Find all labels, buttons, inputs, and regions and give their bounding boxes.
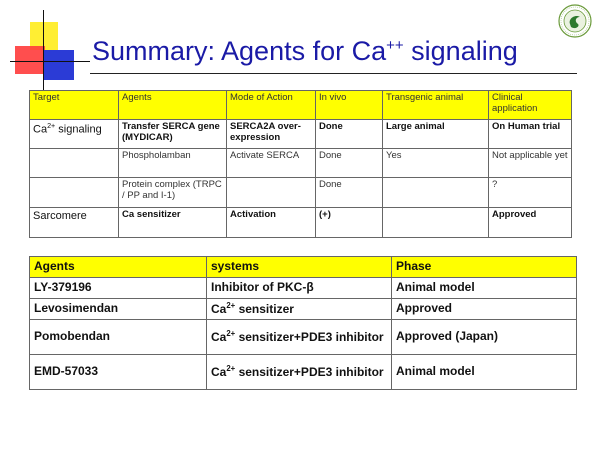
clinical-cell: On Human trial bbox=[489, 120, 572, 149]
clinical-cell: ? bbox=[489, 178, 572, 208]
header-cell: Transgenic animal bbox=[383, 91, 489, 120]
header-cell: Phase bbox=[392, 257, 577, 278]
target-cell: Sarcomere bbox=[30, 208, 119, 238]
header-cell: Agents bbox=[119, 91, 227, 120]
invivo-cell: Done bbox=[316, 178, 383, 208]
table-row bbox=[30, 355, 577, 390]
table-row bbox=[30, 178, 572, 208]
clinical-cell: Not applicable yet bbox=[489, 149, 572, 178]
header-cell: In vivo bbox=[316, 91, 383, 120]
target-cell bbox=[30, 178, 119, 208]
clinical-cell: Approved bbox=[489, 208, 572, 238]
invivo-cell: (+) bbox=[316, 208, 383, 238]
agents-cell: Phospholamban bbox=[119, 149, 227, 178]
decor-horizontal-line bbox=[10, 61, 90, 62]
invivo-cell: Done bbox=[316, 120, 383, 149]
agent-cell: EMD-57033 bbox=[30, 355, 207, 390]
table-row bbox=[30, 299, 577, 320]
agent-cell: Levosimendan bbox=[30, 299, 207, 320]
decor-blue-square bbox=[44, 50, 74, 80]
header-cell: Mode of Action bbox=[227, 91, 316, 120]
table-row bbox=[30, 120, 572, 149]
header-cell: Target bbox=[30, 91, 119, 120]
transgenic-cell: Yes bbox=[383, 149, 489, 178]
transgenic-cell bbox=[383, 178, 489, 208]
mode-cell: Activation bbox=[227, 208, 316, 238]
target-cell bbox=[30, 149, 119, 178]
ca-signaling-agents-table bbox=[29, 90, 572, 238]
table-header-row bbox=[30, 257, 577, 278]
decor-vertical-line bbox=[43, 10, 44, 100]
table-row bbox=[30, 278, 577, 299]
system-cell: $Ca^{2+}$ sensitizer bbox=[207, 299, 392, 320]
agents-cell: Transfer SERCA gene (MYDICAR) bbox=[119, 120, 227, 149]
agents-cell: Protein complex (TRPC / PP and I-1) bbox=[119, 178, 227, 208]
university-seal-logo bbox=[558, 4, 592, 38]
phase-cell: Approved bbox=[392, 299, 577, 320]
slide-title: Summary: Agents for Ca++ signaling bbox=[92, 36, 518, 66]
table-row bbox=[30, 149, 572, 178]
header-cell: Clinical application bbox=[489, 91, 572, 120]
agent-cell: Pomobendan bbox=[30, 320, 207, 355]
mode-cell: SERCA2A over-expression bbox=[227, 120, 316, 149]
decor-red-square bbox=[15, 46, 45, 74]
transgenic-cell: Large animal bbox=[383, 120, 489, 149]
phase-cell: Animal model bbox=[392, 355, 577, 390]
agents-cell: Ca sensitizer bbox=[119, 208, 227, 238]
mode-cell: Activate SERCA bbox=[227, 149, 316, 178]
phase-cell: Approved (Japan) bbox=[392, 320, 577, 355]
system-cell: $Ca^{2+}$ sensitizer+PDE3 inhibitor bbox=[207, 320, 392, 355]
agents-systems-phase-table bbox=[29, 256, 577, 390]
table-header-row bbox=[30, 91, 572, 120]
table-row bbox=[30, 208, 572, 238]
phase-cell: Animal model bbox=[392, 278, 577, 299]
invivo-cell: Done bbox=[316, 149, 383, 178]
system-cell: Inhibitor of PKC-β bbox=[207, 278, 392, 299]
target-cell: $Ca^{2+}$ signaling bbox=[30, 120, 119, 149]
table-row bbox=[30, 320, 577, 355]
mode-cell bbox=[227, 178, 316, 208]
system-cell: $Ca^{2+}$ sensitizer+PDE3 inhibitor bbox=[207, 355, 392, 390]
title-underline bbox=[90, 73, 577, 74]
header-cell: systems bbox=[207, 257, 392, 278]
header-cell: Agents bbox=[30, 257, 207, 278]
transgenic-cell bbox=[383, 208, 489, 238]
agent-cell: LY-379196 bbox=[30, 278, 207, 299]
